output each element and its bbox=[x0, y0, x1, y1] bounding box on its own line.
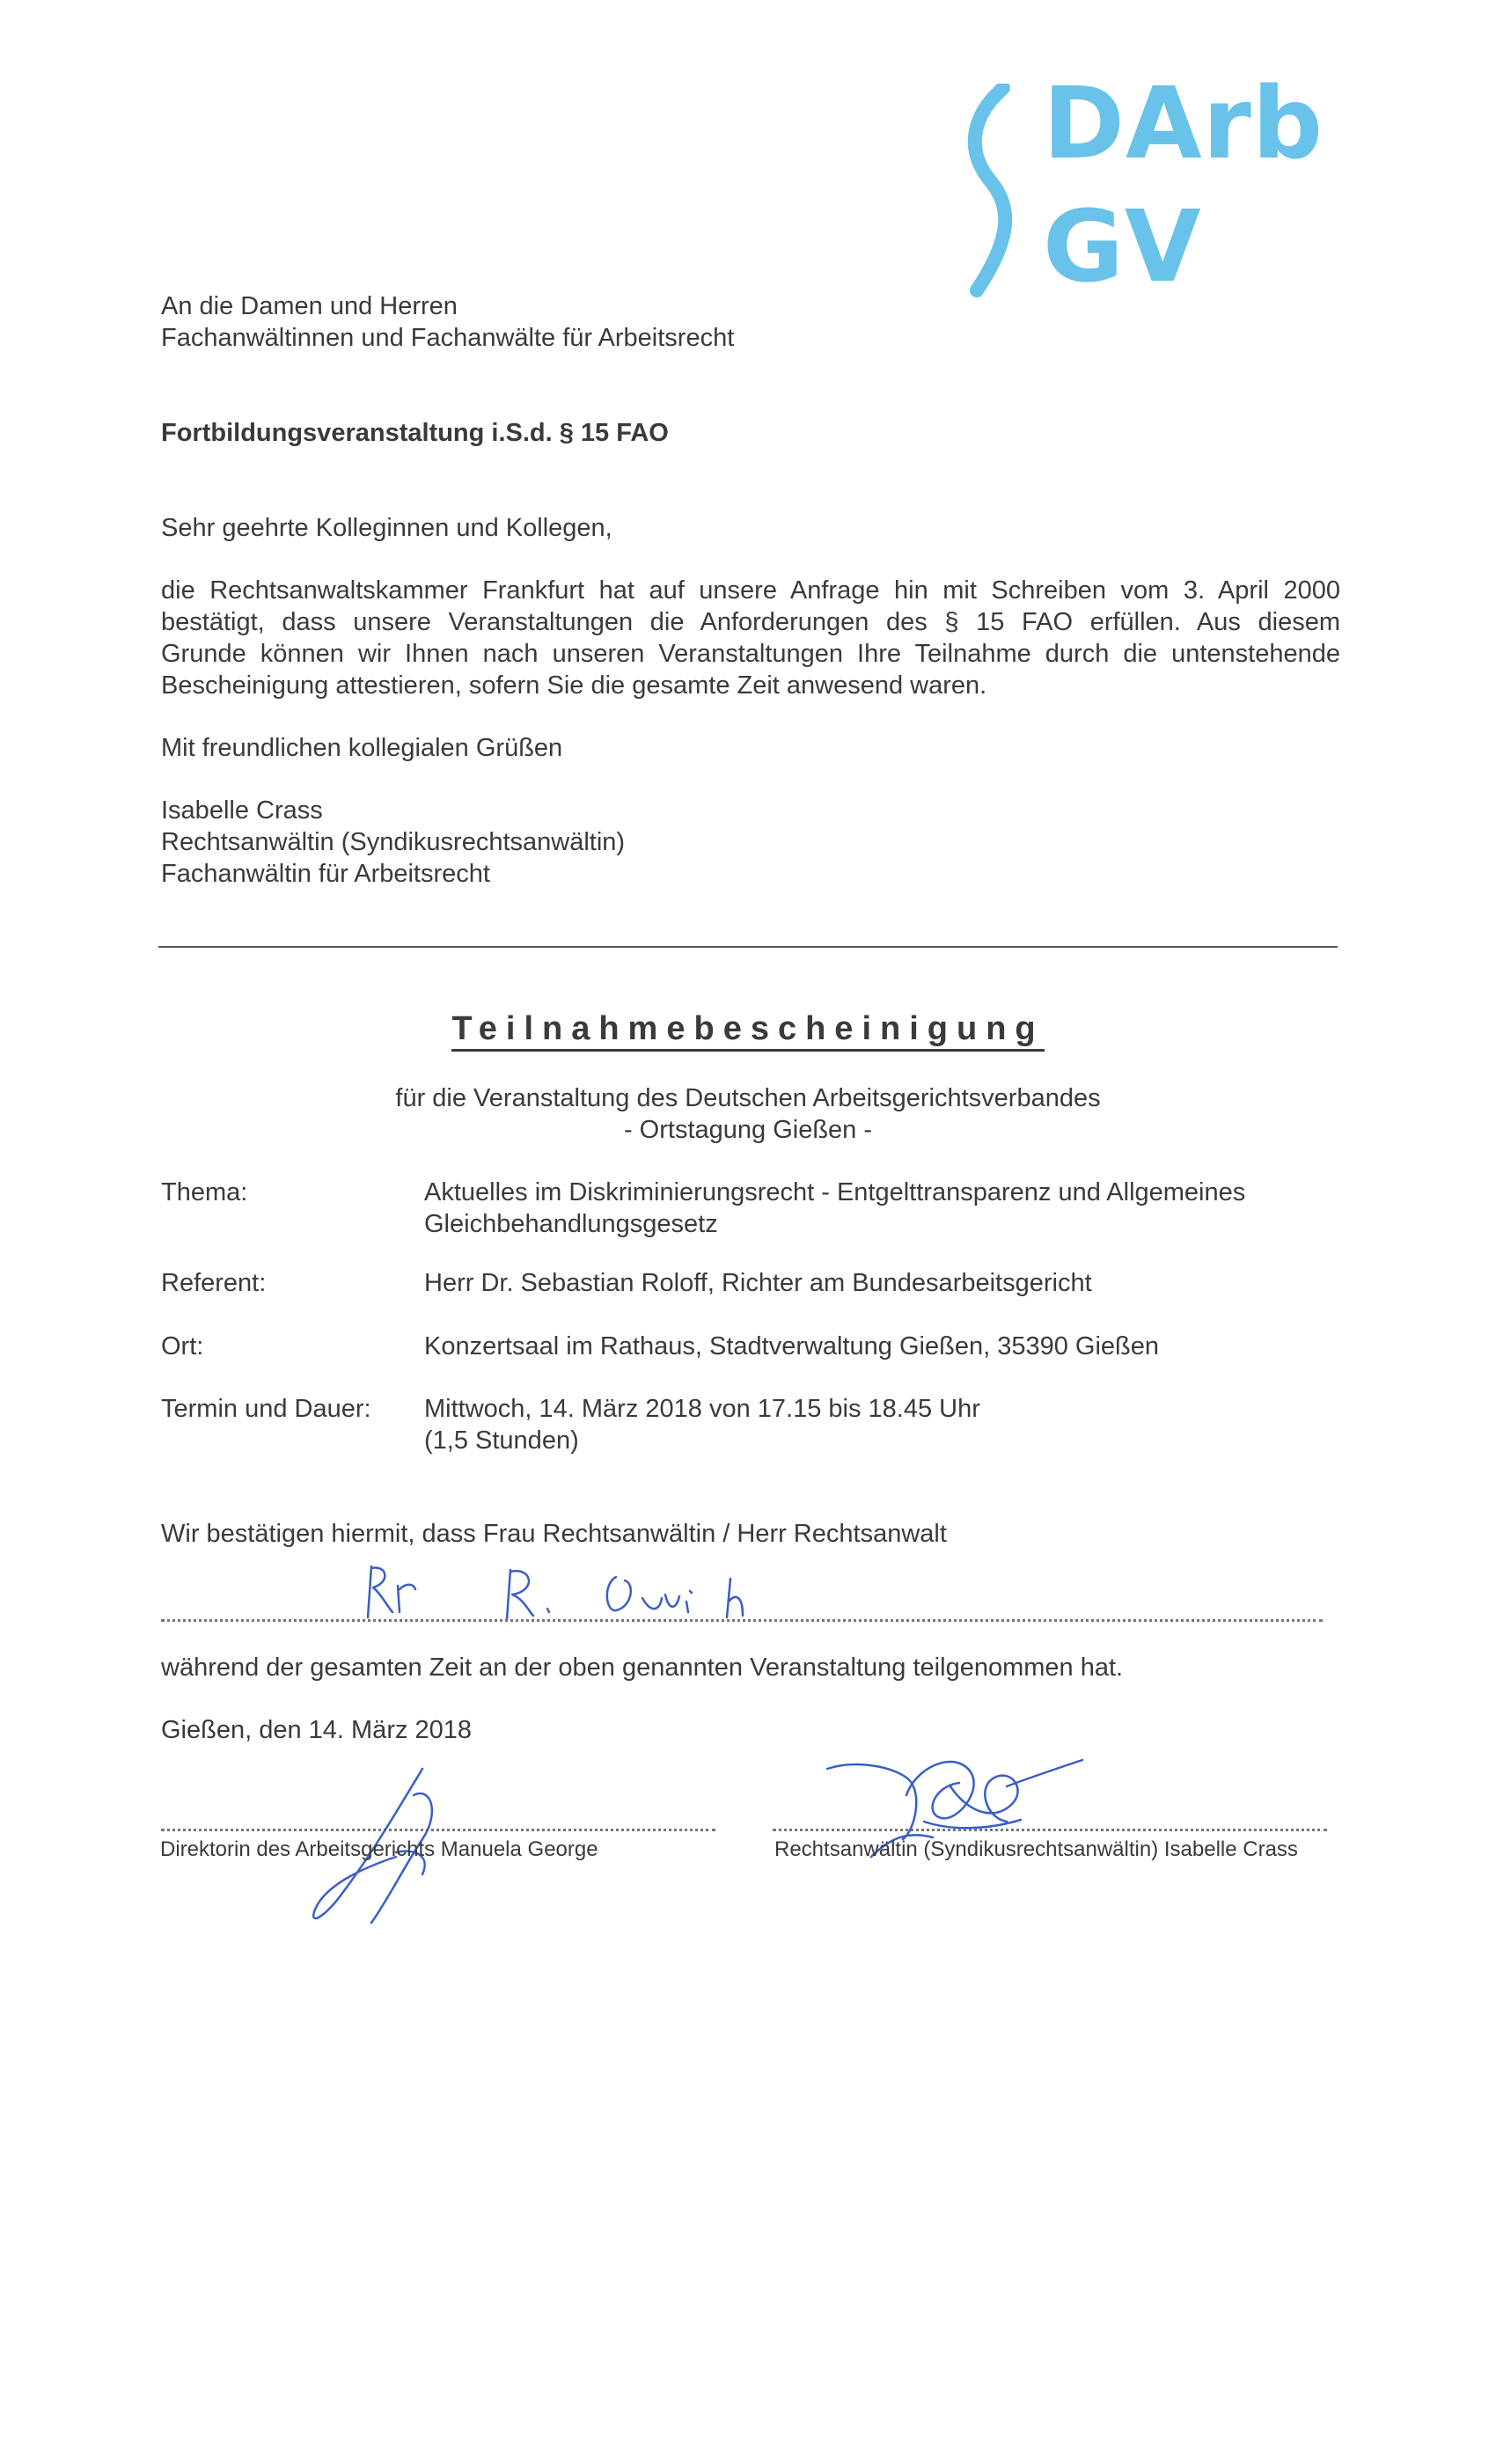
certificate-title-text: Teilnahmebescheinigung bbox=[451, 1010, 1044, 1052]
row-value-thema-2: Gleichbehandlungsgesetz bbox=[424, 1210, 718, 1238]
darbgv-logo bbox=[950, 67, 1324, 304]
row-value-thema-1: Aktuelles im Diskriminierungsrecht - Entgelttransparenz und Allgemeines bbox=[424, 1178, 1246, 1206]
recipient-line-1: An die Damen und Herren bbox=[161, 292, 458, 320]
signer-name: Isabelle Crass bbox=[161, 796, 323, 825]
logo-swirl-icon bbox=[950, 84, 1030, 304]
place-date: Gießen, den 14. März 2018 bbox=[161, 1716, 473, 1744]
participant-handwritten-name bbox=[352, 1558, 845, 1628]
section-divider bbox=[158, 946, 1338, 948]
participant-name-line bbox=[161, 1619, 1323, 1622]
row-label-referent: Referent: bbox=[161, 1269, 267, 1297]
letter-body-line-2: bestätigt, dass unsere Veranstaltungen die Anforderungen des § 15 FAO erfüllen. Aus diesem bbox=[161, 608, 1340, 636]
row-label-thema: Thema: bbox=[161, 1178, 248, 1206]
row-label-ort: Ort: bbox=[161, 1332, 204, 1360]
recipient-line-2: Fachanwältinnen und Fachanwälte für Arbeitsrecht bbox=[161, 324, 735, 352]
letter-body-line-3: Grunde können wir Ihnen nach unseren Veranstaltungen Ihre Teilnahme durch die untenstehende bbox=[161, 640, 1340, 668]
event-line-1: für die Veranstaltung des Deutschen Arbeitsgerichtsverbandes bbox=[395, 1084, 1101, 1112]
event-line-2: - Ortstagung Gießen - bbox=[623, 1116, 873, 1144]
participation-text: während der gesamten Zeit an der oben genannten Veranstaltung teilgenommen hat. bbox=[161, 1654, 1124, 1682]
row-label-termin: Termin und Dauer: bbox=[161, 1395, 371, 1423]
row-value-referent: Herr Dr. Sebastian Roloff, Richter am Bundesarbeitsgericht bbox=[424, 1269, 1092, 1297]
row-value-termin-2: (1,5 Stunden) bbox=[424, 1426, 579, 1455]
signer-title-1: Rechtsanwältin (Syndikusrechtsanwältin) bbox=[161, 828, 626, 856]
logo-text-darb: DArb bbox=[1043, 67, 1324, 181]
logo-text-gv: GV bbox=[1043, 190, 1202, 304]
row-value-ort: Konzertsaal im Rathaus, Stadtverwaltung Gießen, 35390 Gießen bbox=[424, 1332, 1160, 1360]
letter-body-line-4: Bescheinigung attestieren, sofern Sie die gesamte Zeit anwesend waren. bbox=[161, 671, 987, 700]
certificate-title bbox=[0, 1010, 1496, 1048]
signer-title-2: Fachanwältin für Arbeitsrecht bbox=[161, 860, 490, 888]
signature-left-caption: Direktorin des Arbeitsgerichts Manuela George bbox=[160, 1837, 598, 1861]
letter-body-line-1: die Rechtsanwaltskammer Frankfurt hat auf unsere Anfrage hin mit Schreiben vom 3. April 2000 bbox=[161, 576, 1340, 605]
confirmation-text: Wir bestätigen hiermit, dass Frau Rechtsanwältin / Herr Rechtsanwalt bbox=[161, 1520, 947, 1548]
signature-right-caption: Rechtsanwältin (Syndikusrechtsanwältin) Isabelle Crass bbox=[774, 1837, 1298, 1861]
salutation: Sehr geehrte Kolleginnen und Kollegen, bbox=[161, 514, 612, 542]
closing: Mit freundlichen kollegialen Grüßen bbox=[161, 734, 563, 762]
letter-subject: Fortbildungsveranstaltung i.S.d. § 15 FAO bbox=[161, 419, 669, 447]
row-value-termin-1: Mittwoch, 14. März 2018 von 17.15 bis 18.45 Uhr bbox=[424, 1395, 980, 1423]
